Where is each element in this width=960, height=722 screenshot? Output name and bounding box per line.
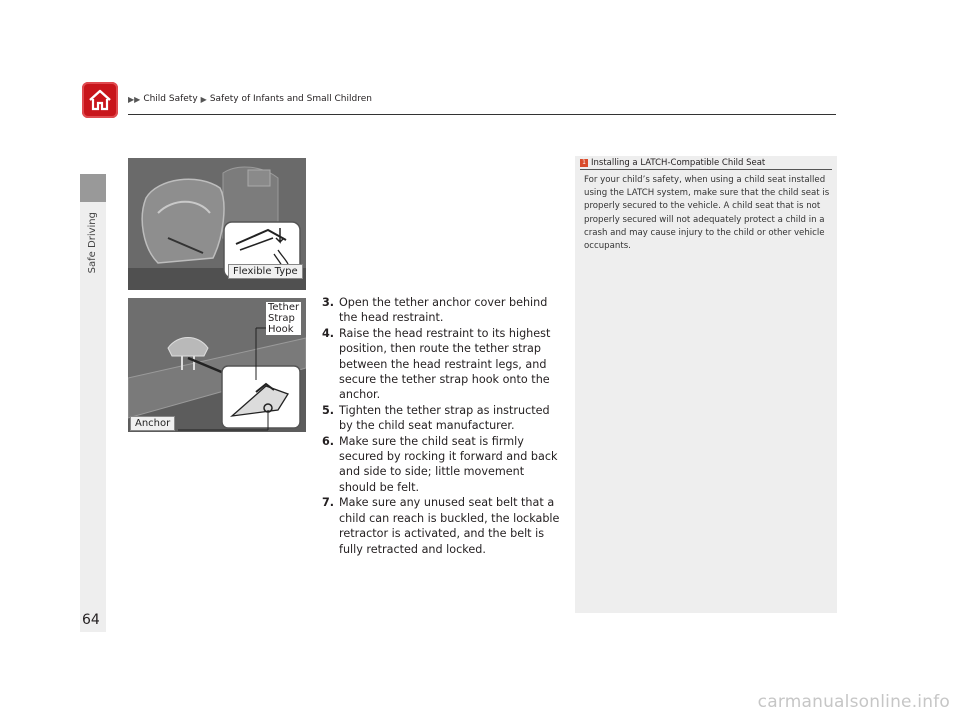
step-item — [322, 403, 562, 434]
step-text: Open the tether anchor cover behind the head restraint. — [339, 296, 548, 325]
step-number: 3. — [322, 296, 335, 309]
step-item — [322, 295, 562, 326]
watermark: carmanualsonline.info — [757, 692, 950, 712]
breadcrumb-item[interactable]: Child Safety — [143, 94, 198, 104]
callout-tether-strap-hook — [266, 302, 301, 335]
step-item — [322, 326, 562, 403]
note-heading[interactable] — [580, 158, 765, 168]
note-body: For your child’s safety, when using a child seat installed using the LATCH system, make sure that the child seat is properly secured to the vehicle. A child seat that is not properly secured will not adequately protect a child in a crash and may cause injury to the child or other vehicle occupants. — [584, 175, 830, 252]
page-number: 64 — [82, 612, 100, 628]
callout-line: Tether — [268, 302, 300, 313]
instruction-steps — [322, 295, 562, 557]
note-title: Installing a LATCH-Compatible Child Seat — [591, 158, 766, 168]
figure-label: Flexible Type — [228, 264, 303, 279]
breadcrumb — [128, 94, 372, 104]
child-seat-figure — [128, 158, 306, 290]
breadcrumb-item[interactable]: Safety of Infants and Small Children — [209, 94, 372, 104]
step-item — [322, 495, 562, 557]
step-text: Make sure the child seat is firmly secured by rocking it forward and back and side to side; little movement should be felt. — [339, 434, 558, 494]
step-text: Tighten the tether strap as instructed by the child seat manufacturer. — [339, 403, 550, 433]
step-item — [322, 434, 562, 496]
header-divider — [128, 114, 836, 115]
callout-line: Strap — [268, 313, 295, 324]
home-button[interactable] — [82, 82, 118, 118]
note-divider — [580, 169, 832, 170]
step-text: Make sure any unused seat belt that a child can reach is buckled, the lockable retractor is activated, and the belt is fully retracted and locked. — [339, 496, 560, 556]
tether-anchor-figure — [128, 298, 306, 432]
step-number: 7. — [322, 496, 335, 510]
chevron-right-icon: ▶ — [200, 94, 207, 104]
step-number: 6. — [322, 434, 335, 448]
callout-line: Hook — [268, 324, 294, 335]
step-number: 4. — [322, 326, 335, 340]
section-tab-label: Safe Driving — [87, 212, 98, 274]
chevron-right-icon: ▶▶ — [128, 94, 141, 104]
step-number: 5. — [322, 403, 335, 417]
reference-icon: 1 — [580, 159, 588, 167]
step-text: Raise the head restraint to its highest position, then route the tether strap between the head restraint legs, and secure the tether strap hook onto the anchor. — [339, 326, 551, 402]
home-icon — [87, 87, 113, 113]
section-tab-marker — [80, 174, 106, 202]
figure-label: Anchor — [130, 416, 175, 431]
